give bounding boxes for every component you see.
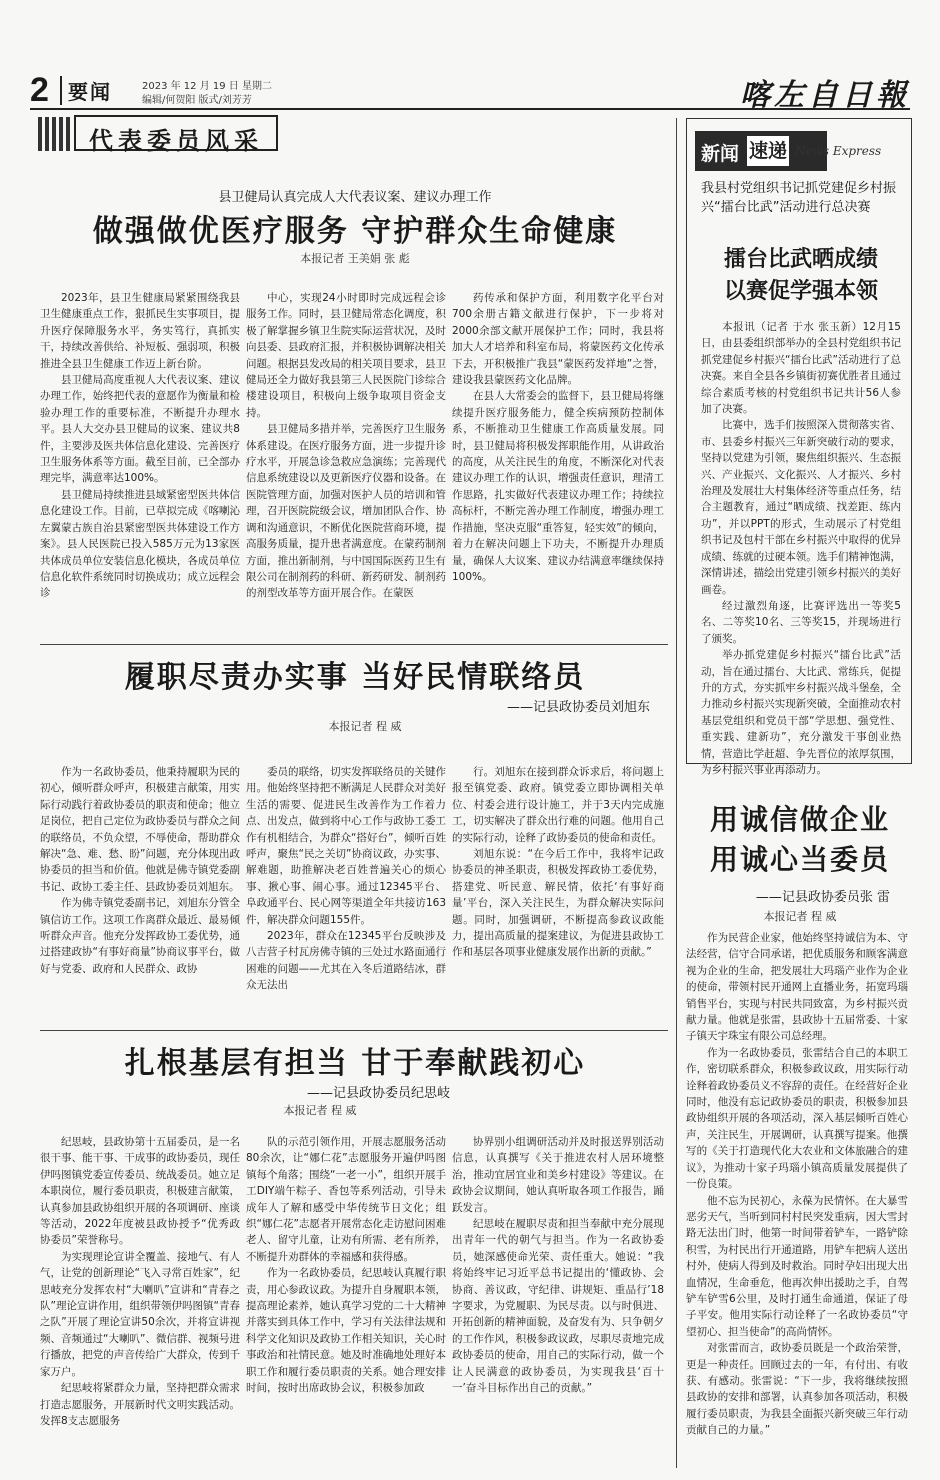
- paragraph: 在县人大常委会的监督下，县卫健局将继续提升医疗服务能力，健全疾病预防控制体系，不断推动卫生健康工作高质量发展。同时，县卫健局将积极发挥职能作用，从讲政治的高度，从关注民生的角度，不断深化对代表建议办理工作的认识，增强责任意识，理清工作思路，扎实做好代表建议办理工作；持续拉高标杆，不断完善办理工作制度，增强办理工作措施，坚决克服“重答复，轻实效”的倾向，着力在解决问题上下功夫，不断提升办理质量，确保人大议案、建议办结满意率继续保持100%。: [452, 390, 664, 583]
- paragraph: 协界别小组调研活动并及时报送界别活动信息，认真撰写《关于推进农村人居环境整治，推动宜居宜业和美乡村建设》等建议。在政协会议期间，她认真听取各项工作报告，踊跃发言。: [452, 1136, 664, 1214]
- page-number: 2: [30, 71, 49, 109]
- paragraph: 举办抓党建促乡村振兴“擂台比武”活动，旨在通过擂台、大比武、常练兵，促提升的方式，夯实抓牢乡村振兴战斗堡垒，全力推动乡村振兴实现新突破，全面推动农村基层党组织和党员干部“学思想、强党性、重实践、建新功”，充分激发干事创业热情，营造比学赶超、争先晋位的浓厚氛围，为乡村振兴事业再添动力。: [701, 649, 901, 776]
- paragraph: 队的示范引领作用，开展志愿服务活动80余次，让“娜仁花”志愿服务开遍伊吗图镇每个角落；围绕“一老一小”，组织开展手工DIY端午粽子、香包等系列活动，引导未成年人了解和感受中华传统节日文化；组织“娜仁花”志愿者开展常态化走访慰问困难老人、留守儿童，让劝有所需、老有所养，不断提升劝群体的幸福感和获得感。: [246, 1136, 446, 1263]
- article1-kicker: 县卫健局认真完成人大代表议案、建议办理工作: [218, 190, 492, 205]
- paragraph: 纪思岐将紧群众力量，坚持把群众需求打造志愿服务，开展新时代文明实践活动。发挥8支志愿服务: [40, 1382, 240, 1427]
- article1-headline: 做强做优医疗服务 守护群众生命健康: [92, 214, 618, 249]
- editors-credit: 编辑/何贺阳 版式/刘芳芳: [142, 95, 252, 106]
- paragraph: 作为一名政协委员，张雷结合自己的本职工作，密切联系群众，积极参政议政，用实际行动诠释着政协委员义不容辞的责任。在经营好企业同时，他没有忘记政协委员的职责，积极参加县政协组织开展的各项活动，深入基层倾听百姓心声，关注民生，开展调研，认真撰写提案。他撰写的《关于打造现代化大农业和文体旅融合的建议》，为推动十家子玛瑙小镇高质量发展提供了一份良策。: [686, 1046, 908, 1191]
- issue-date: 2023 年 12 月 19 日 星期二: [142, 81, 272, 92]
- express-kicker: 我县村党组织书记抓党建促乡村振兴“擂台比武”活动进行总决赛: [701, 181, 897, 215]
- masthead: [30, 70, 910, 113]
- article4-subhead: ——记县政协委员张 雷: [755, 890, 890, 905]
- article1-byline: 本报记者 王美娟 张 彪: [300, 252, 410, 265]
- article3-headline: 扎根基层有担当 甘于奉献践初心: [124, 1046, 586, 1081]
- express-body: [701, 319, 901, 776]
- paragraph: 县卫健局持续推进县域紧密型医共体信息化建设工作。目前，已草拟完成《喀喇沁左翼蒙古族自治县紧密型医共体建设工作方案》。县人民医院已投入585万元为13家医共体成员单位安装信息化模块，各成员单位信息化软件系统同时切换成功；成立远程会诊: [40, 488, 240, 600]
- paragraph: 纪思岐在履职尽责和担当奉献中充分展现出青年一代的朝气与担当。作为一名政协委员，她深感使命光荣、责任重大。她说：“我将始终牢记习近平总书记提出的‘懂政协、会协商、善议政，守纪律、讲规矩、重品行’18字要求，为党履职、为民尽责。以与时俱进、开拓创新的精神面貌，及奋发有为、只争朝夕的工作作风，积极参政议政，尽职尽责地完成政协委员的使命，用自己的实际行动，做一个让人民满意的政协委员，为实现我县‘百十一’奋斗目标作出自己的贡献。”: [452, 1218, 664, 1395]
- paragraph: 委员的联络，切实发挥联络员的关键作用。他始终坚持把不断满足人民群众对美好生活的需要、促进民生改善作为工作着力点、出发点，做到将中心工作与政协工委工作有机相结合，为群众“搭好台”，倾听百姓呼声，聚焦“民之关切”协商议政，办实事、解难题，助推解决老百姓普遍关心的烦心事、揪心事、闹心事。通过12345平台、阜政通平台、民心网等渠道全年共接访163件，解决群众问题155件。: [246, 766, 446, 926]
- article2-column-1: [40, 764, 240, 1026]
- paper-logo: 喀左自日報: [740, 78, 910, 113]
- paragraph: 作为民营企业家，他始终坚持诚信为本、守法经营，信守合同承诺，把优质服务和顾客满意视为企业的生命，把发展壮大玛瑙产业作为企业的使命，带领村民开通网上直播业务，拓宽玛瑙销售平台，实现与村民共同致富，为乡村振兴贡献力量。他就是张雷，县政协十五届常委、十家子镇天宇珠宝有限公司总经理。: [686, 932, 908, 1043]
- article4-headline: 用诚信做企业 用诚心当委员: [709, 803, 890, 876]
- paragraph: 经过激烈角逐，比赛评选出一等奖5名、二等奖10名、三等奖15，并现场进行了颁奖。: [701, 599, 901, 645]
- express-tag-word1: 新闻: [701, 143, 740, 165]
- section-name: 要闻: [60, 76, 112, 105]
- article2-column-3: [452, 764, 664, 1026]
- article2-subhead: ——记县政协委员刘旭东: [506, 700, 650, 715]
- divider: [40, 644, 668, 645]
- paragraph: 对张雷而言，政协委员既是一个政治荣誉，更是一种责任。回顾过去的一年，有付出、有收获、有感动。张雷说：“下一步，我将继续按照县政协的安排和部署，认真参加各项活动，积极履行委员职责，为我县全面振兴新突破三年行动贡献自己的力量。”: [686, 1342, 908, 1437]
- express-tag-word2: 速递: [747, 136, 789, 166]
- paragraph: 作为一名政协委员，他秉持履职为民的初心，倾听群众呼声，积极建言献策，用实际行动践行着政协委员的职责和使命；他立足岗位，把自己定位为政协委员与群众之间的联络员，不负众望，不辱使命，帮助群众解决“急、难、愁、盼”问题，充分体现出政协委员的担当和价值。他就是佛寺镇党委副书记、政协工委主任、县政协委员刘旭东。: [40, 766, 240, 893]
- express-tag-english: News Express: [795, 144, 882, 158]
- article3-subhead: ——记县政协委员纪思岐: [306, 1086, 450, 1101]
- article4-byline: 本报记者 程 威: [763, 910, 837, 923]
- paragraph: 行。刘旭东在接到群众诉求后，将问题上报至镇党委、政府。镇党委立即协调相关单位、村委会进行设计施工，并于3天内完成施工，切实解决了群众出行难的问题。他用自己的实际行动，诠释了政协委员的使命和责任。: [452, 766, 664, 844]
- paragraph: 县卫健局高度重视人大代表议案、建议办理工作，始终把代表的意愿作为衡量和检验办理工作的重要标准，不断提升办理水平。县人大交办县卫健局的议案、建议共8件，主要涉及医共体信息化建设、完善医疗卫生服务体系等方面。截至目前，已全部办理完毕，满意率达100%。: [40, 374, 240, 485]
- express-headline: 擂台比武晒成绩 以赛促学强本领: [723, 246, 878, 304]
- paragraph: 作为佛寺镇党委副书记，刘旭东分管全镇信访工作。这项工作离群众最近、最易倾听群众声音。他充分发挥政协工委优势，通过搭建政协“有事好商量”协商议事平台，做好与党委、政府和人民群众、政协: [40, 897, 240, 975]
- paragraph: 2023年，群众在12345平台反映涉及八吉营子村瓦房佛寺镇的三处过水路面通行困难的问题——尤其在入冬后道路结冰，群众无法出: [246, 930, 446, 992]
- paragraph: 刘旭东说：“在今后工作中，我将牢记政协委员的神圣职责，积极发挥政协工委优势，搭建党、听民意、解民情，依托‘有事好商量’平台，深入关注民生，为群众解决实际问题。同时，加强调研，不断提高参政议政能力，提出高质量的提案建议，为促进县政协工作和基层各项事业健康发展作出新的贡献。”: [452, 848, 664, 959]
- article3-column-1: [40, 1134, 240, 1466]
- article3-column-3: [452, 1134, 664, 1466]
- news-express-tag: [695, 131, 905, 171]
- paragraph: 纪思岐，县政协第十五届委员，是一名很干事、能干事、干成事的政协委员，现任伊吗图镇党委宣传委员、统战委员。她立足本职岗位，履行委员职责，积极建言献策，认真参加县政协组织开展的各项调研、座谈等活动，2022年度被县政协授予“优秀政协委员”荣誉称号。: [40, 1136, 240, 1247]
- banner-box: [74, 115, 278, 155]
- article2-byline: 本报记者 程 威: [328, 720, 402, 733]
- paragraph: 药传承和保护方面，利用数字化平台对700余册古籍文献进行保护，下一步将对2000余部文献开展保护工作；同时，我县将加大人才培养和科室布局，将蒙医药文化传承下去，开积极推广我县“蒙医药发祥地”之誉，建设我县蒙医药文化品牌。: [452, 292, 664, 387]
- article2-column-2: [246, 764, 446, 1026]
- paragraph: 本报讯（记者 于水 张玉新）12月15日，由县委组织部举办的全县村党组织书记抓党建促乡村振兴“擂台比武”活动进行了总决赛。来自全县各乡镇街初赛优胜者且通过综合素质考核的村党组织书记共计56人参加了决赛。: [701, 321, 901, 416]
- paragraph: 县卫健局多措并举，完善医疗卫生服务体系建设。在医疗服务方面，进一步提升诊疗水平，开展急诊急救应急演练；完善现代信息系统建设以及更新医疗仪器和设备。在医院管理方面，加强对医护人员的培训和管理，召开医院院级会议，增加团队合作、协调和沟通意识，不断优化医院营商环境，提高服务质量，提升患者满意度。在蒙药制剂方面，推出新制剂，与中国国际医药卫生有限公司在制剂药的科研、新药研发、制剂药的剂型改革等方面开展合作。在蒙医: [246, 423, 446, 600]
- article1-column-1: [40, 290, 240, 640]
- paragraph: 比赛中，选手们按照深入贯彻落实省、市、县委乡村振兴三年新突破行动的要求，坚持以党建为引领，聚焦组织振兴、生态振兴、产业振兴、文化振兴、人才振兴、乡村治理及发展壮大村集体经济等重点任务，结合主题教育，通过“晒成绩、找差距、练内功”，并以PPT的形式，生动展示了村党组织书记及包村干部在乡村振兴中取得的优异成绩、练就的过硬本领。选手们精神饱满，深情讲述，描绘出党建引领乡村振兴的美好画卷。: [701, 419, 901, 596]
- article3-byline: 本报记者 程 威: [283, 1104, 357, 1117]
- article2-headline: 履职尽责办实事 当好民情联络员: [124, 660, 586, 695]
- column-banner: [38, 113, 288, 153]
- divider: [40, 1030, 668, 1031]
- paragraph: 中心，实现24小时即时完成远程会诊服务工作。同时，县卫健局常态化调度，积极了解掌握乡镇卫生院实际运营状况，及时向县委、县政府汇报，并积极协调解决相关问题。根据县发改局的相关项目要求，县卫健局还全力做好我县第三人民医院门诊综合楼建设项目，积极向上级争取项目资金支持。: [246, 292, 446, 419]
- column-divider: [676, 118, 677, 1468]
- banner-title: 代表委员风采: [89, 126, 263, 155]
- paragraph: 作为一名政协委员，纪思岐认真履行职责，用心参政议政。为提升自身履职本领，提高理论素养，她认真学习党的二十大精神并落实到具体工作中，学习有关法律法规和科学文化知识及政协工作相关知识，关心时事政治和社情民意。她及时准确地处理好本职工作和履行委员职责的关系。她合理安排时间，按时出席政协会议，积极参加政: [246, 1267, 446, 1395]
- article1-column-2: [246, 290, 446, 640]
- paragraph: 他不忘为民初心，永葆为民情怀。在大暴雪恶劣天气，当听到同村村民突发重病，因大雪封路无法出门时，他第一时间带着铲车，一路铲除积雪，为村民出行开通道路，用铲车把病人送出村外，使病人得到及时救治。同时孕妇出现大出血情况，生命垂危，他再次伸出援助之手，自驾铲车铲雪6公里，及时打通生命通道，保证了母子平安。他用实际行动诠释了一名政协委员“守望初心、担当使命”的高尚情怀。: [686, 1194, 908, 1338]
- article1-column-3: [452, 290, 664, 640]
- banner-stripes: [38, 117, 70, 151]
- paragraph: 2023年，县卫生健康局紧紧围绕我县卫生健康重点工作，狠抓民生实事项目，提升医疗保障服务水平，务实笃行，真抓实干，持续改善供给、补短板、强弱项，积极推进全县卫生健康工作迈上新台阶。: [40, 292, 240, 370]
- article4-body: [686, 930, 908, 1466]
- paragraph: 为实现理论宣讲全覆盖、接地气、有人气，让党的创新理论“飞入寻常百姓家”，纪思岐充分发挥农村“大喇叭”宣讲和“青春之队”理论宣讲作用，组织带领伊吗图镇“青春之队”开展了理论宣讲50余次，并将宣讲视频、音频通过“大喇叭”、微信群、视频号进行播放，把党的声音传给广大群众，传到千家万户。: [40, 1250, 240, 1378]
- article3-column-2: [246, 1134, 446, 1466]
- news-express-box: [686, 118, 912, 776]
